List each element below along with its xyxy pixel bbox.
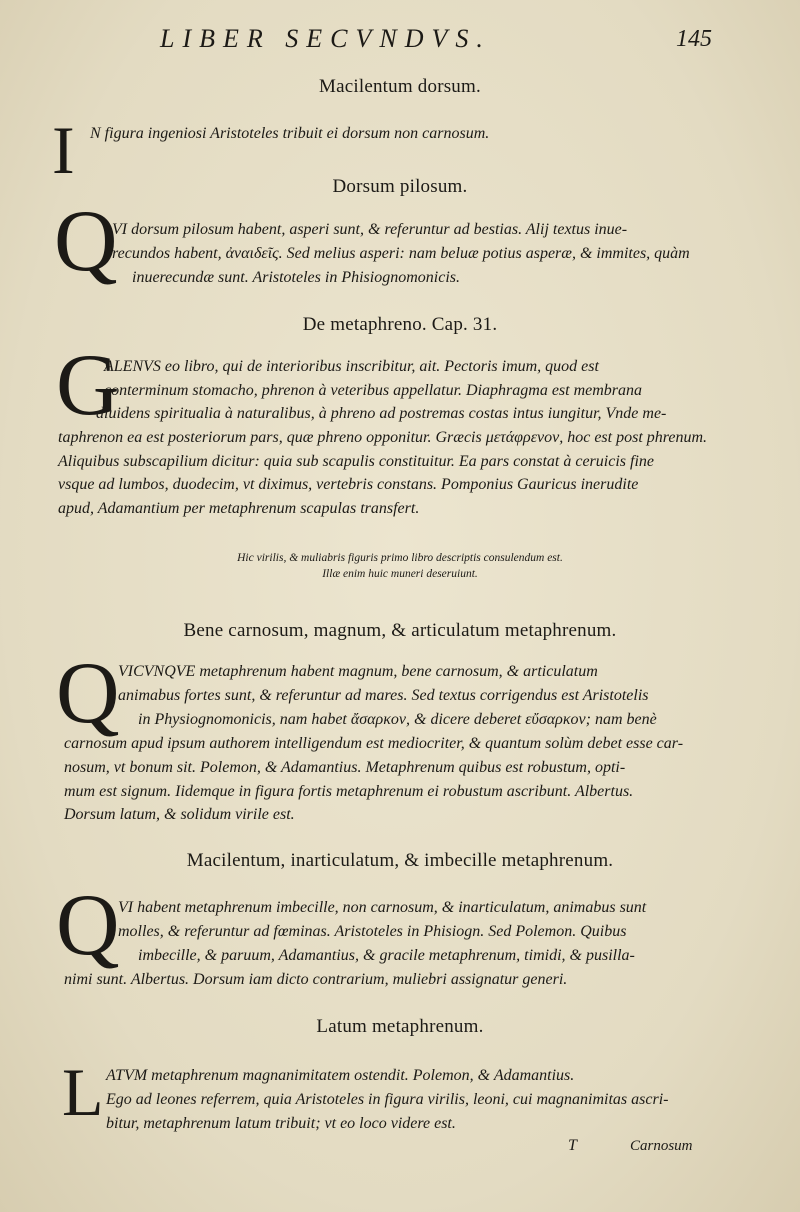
text-line: mum est signum. Iidemque in figura fortis metaphrenum ei robustum ascribunt. Albertus.: [64, 782, 634, 800]
note-line: Illæ enim huic muneri deseruiunt.: [322, 568, 478, 580]
paragraph-dorsum-pilosum: [112, 218, 690, 289]
paragraph-de-metaphreno-opening: [104, 355, 642, 403]
section-heading-bene-carnosum: Bene carnosum, magnum, & articulatum metaphrenum.: [183, 620, 617, 641]
paragraph-bene-carnosum-opening: [118, 660, 657, 731]
paragraph-latum-metaphrenum: [106, 1064, 668, 1135]
text-line: bitur, metaphrenum latum tribuit; vt eo loco videre est.: [106, 1114, 456, 1132]
page-number: 145: [676, 26, 712, 52]
running-title: LIBER SECVNDVS.: [160, 24, 491, 53]
text-line: VICVNQVE metaphrenum habent magnum, bene carnosum, & articulatum: [118, 663, 598, 680]
section-heading-latum-metaphrenum: Latum metaphrenum.: [316, 1016, 484, 1037]
catchword: Carnosum: [630, 1138, 693, 1154]
marginal-note: [0, 550, 800, 582]
text-line: N figura ingeniosi Aristoteles tribuit ei dorsum non carnosum.: [90, 125, 490, 142]
paragraph-macilentum-dorsum: [90, 122, 489, 146]
text-line: Ego ad leones referrem, quia Aristoteles in figura virilis, leoni, cui magnanimitas ascri-: [106, 1090, 669, 1108]
text-line: vsque ad lumbos, duodecim, vt diximus, vertebris constans. Pomponius Gauricus inerudite: [58, 476, 639, 494]
text-line: Dorsum latum, & solidum virile est.: [64, 806, 295, 824]
section-heading-macilentum-inarticulatum: Macilentum, inarticulatum, & imbecille metaphrenum.: [186, 850, 614, 871]
text-line: animabus fortes sunt, & referuntur ad mares. Sed textus corrigendus est Aristotelis: [118, 686, 649, 704]
text-line: taphrenon ea est posteriorum pars, quæ phreno opponitur. Græcis μετάφρενον, hoc est post phrenum.: [58, 428, 708, 446]
text-line: imbecille, & paruum, Adamantius, & gracile metaphrenum, timidi, & pusilla-: [138, 946, 635, 964]
text-line: apud, Adamantium per metaphrenum scapulas transfert.: [58, 500, 420, 518]
paragraph-de-metaphreno-cont: [58, 402, 707, 521]
dropcap-i: I: [52, 112, 75, 188]
section-heading-de-metaphreno: De metaphreno. Cap. 31.: [302, 314, 498, 335]
signature-mark: T: [568, 1137, 577, 1154]
text-line: diuidens spiritualia à naturalibus, à phreno ad postremas costas intus iungitur, Vnde me-: [96, 405, 667, 422]
paragraph-bene-carnosum-cont: [64, 732, 683, 827]
text-line: conterminum stomacho, phrenon à veteribus appellatur. Diaphragma est membrana: [104, 381, 643, 399]
running-head: [0, 24, 800, 58]
text-line: inuerecundæ sunt. Aristoteles in Phisiognomonicis.: [132, 268, 460, 286]
text-line: ATVM metaphrenum magnanimitatem ostendit. Polemon, & Adamantius.: [106, 1067, 575, 1084]
text-line: molles, & referuntur ad fœminas. Aristoteles in Phisiogn. Sed Polemon. Quibus: [118, 922, 627, 940]
dropcap-q: Q: [56, 877, 120, 974]
text-line: Aliquibus subscapilium dicitur: quia sub scapulis constituitur. Ea pars constat à ceruicis fine: [58, 452, 654, 470]
text-line: recundos habent, ἀναιδεῖς. Sed melius asperi: nam beluæ potius asperæ, & immites, quàm: [112, 244, 690, 262]
dropcap-l: L: [62, 1054, 104, 1130]
paragraph-macilentum-inarticulatum-cont: [64, 968, 567, 992]
text-line: nosum, vt bonum sit. Polemon, & Adamantius. Metaphrenum quibus est robustum, opti-: [64, 758, 626, 776]
text-line: carnosum apud ipsum authorem intelligendum est mediocriter, & quantum solùm debet esse car-: [64, 735, 684, 752]
dropcap-q: Q: [54, 193, 118, 290]
text-line: VI dorsum pilosum habent, asperi sunt, & referuntur ad bestias. Alij textus inue-: [112, 221, 628, 238]
paragraph-macilentum-inarticulatum-opening: [118, 896, 646, 967]
section-heading-macilentum-dorsum: Macilentum dorsum.: [319, 76, 481, 97]
text-line: ALENVS eo libro, qui de interioribus inscribitur, ait. Pectoris imum, quod est: [104, 358, 599, 375]
text-line: VI habent metaphrenum imbecille, non carnosum, & inarticulatum, animabus sunt: [118, 899, 647, 916]
text-line: in Physiognomonicis, nam habet ἄσαρκον, & dicere deberet εὔσαρκον; nam benè: [138, 710, 657, 728]
dropcap-q: Q: [56, 645, 120, 742]
note-line: Hic virilis, & muliabris figuris primo libro descriptis consulendum est.: [237, 552, 563, 564]
dropcap-g: G: [56, 337, 120, 434]
section-heading-dorsum-pilosum: Dorsum pilosum.: [332, 176, 468, 197]
text-line: nimi sunt. Albertus. Dorsum iam dicto contrarium, muliebri assignatur generi.: [64, 971, 568, 988]
